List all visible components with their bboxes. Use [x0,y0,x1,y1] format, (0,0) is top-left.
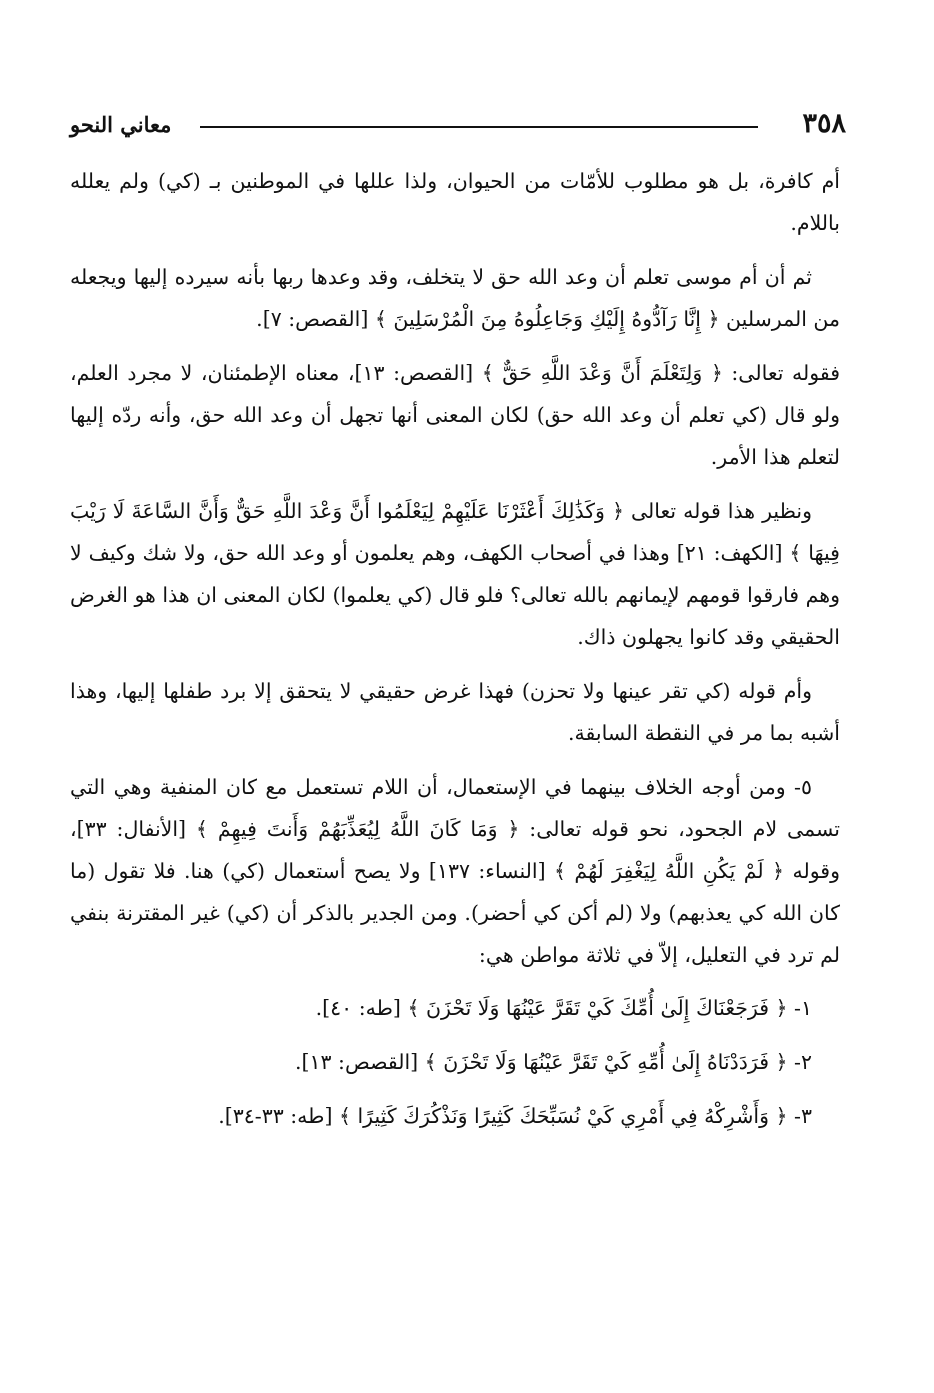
list-item: ٢- ﴿ فَرَدَدْنَاهُ إِلَىٰ أُمِّهِ كَيْ تَقَرَّ عَيْنُهَا وَلَا تَحْزَنَ ﴾ [القصص: ١٣]. [294,1050,812,1074]
page-number: ٣٥٨ [802,108,846,139]
paragraph-walitalam: فقوله تعالى: ﴿ وَلِتَعْلَمَ أَنَّ وَعْدَ اللَّهِ حَقٌّ ﴾ [القصص: ١٣]، معناه الإطمئنان، لا مجرد العلم، ولو قال (كي تعلم أن وعد الله حق) لكان المعنى أنها تجهل أن وعد الله حق، وأنه ردّه إليها لتعلم هذا الأمر. [70,361,841,469]
paragraph-tuqirr-ayniha: وأم قوله (كي تقر عينها ولا تحزن) فهذا غرض حقيقي لا يتحقق إلا برد طفلها إليها، وهذا أشبه بما مر في النقطة السابقة. [70,679,840,745]
paragraph-al-kahf: ونظير هذا قوله تعالى ﴿ وَكَذَٰلِكَ أَعْثَرْنَا عَلَيْهِمْ لِيَعْلَمُوا أَنَّ وَعْدَ اللَّهِ حَقٌّ وَأَنَّ السَّاعَةَ لَا رَيْبَ فِيهَا ﴾ [الكهف: ٢١] وهذا في أصحاب الكهف، وهم يعلمون أو وعد الله حق، ولا شك وكيف لا وهم فارقوا قومهم لإيمانهم بالله تعالى؟ فلو قال (كي يعلموا) لكان المعنى ان هذا هو الغرض الحقيقي وقد كانوا يجهلون ذاك. [70,499,840,649]
quran-examples-list [70,988,840,1136]
paragraph-umm-musa: ثم أن أم موسى تعلم أن وعد الله حق لا يتخلف، وقد وعدها ربها بأنه سيرده إليها ويجعله من المرسلين ﴿ إِنَّا رَآدُّوهُ إِلَيْكِ وَجَاعِلُوهُ مِنَ الْمُرْسَلِينَ ﴾ [القصص: ٧]. [70,265,840,331]
page-body [70,160,840,1150]
list-item: ٣- ﴿ وَأَشْرِكْهُ فِي أَمْرِي كَيْ نُسَبِّحَكَ كَثِيرًا وَنَذْكُرَكَ كَثِيرًا ﴾ [طه: ٣٣-٣٤]. [218,1104,812,1128]
paragraph-point-five: ٥- ومن أوجه الخلاف بينهما في الإستعمال، أن اللام تستعمل مع كان المنفية وهي التي تسمى لام الجحود، نحو قوله تعالى: ﴿ وَمَا كَانَ اللَّهُ لِيُعَذِّبَهُمْ وَأَنتَ فِيهِمْ ﴾ [الأنفال: ٣٣]، وقوله ﴿ لَمْ يَكُنِ اللَّهُ لِيَغْفِرَ لَهُمْ ﴾ [النساء: ١٣٧] ولا يصح أستعمال (كي) هنا. فلا تقول (ما كان الله كي يعذبهم) ولا (لم أكن كي أحضر). ومن الجدير بالذكر أن (كي) غير المقترنة بنفي لم ترد في التعليل، إلاّ في ثلاثة مواطن هي: [70,775,841,967]
book-title: معاني النحو [70,112,172,137]
list-item: ١- ﴿ فَرَجَعْنَاكَ إِلَىٰ أُمِّكَ كَيْ تَقَرَّ عَيْنُهَا وَلَا تَحْزَنَ ﴾ [طه: ٤٠]. [315,996,812,1020]
header-rule [200,126,758,128]
page-header [70,108,846,144]
paragraph-continuation: أم كافرة، بل هو مطلوب للأمّات من الحيوان، ولذا عللها في الموطنين بـ (كي) ولم يعلله باللام. [70,169,840,235]
